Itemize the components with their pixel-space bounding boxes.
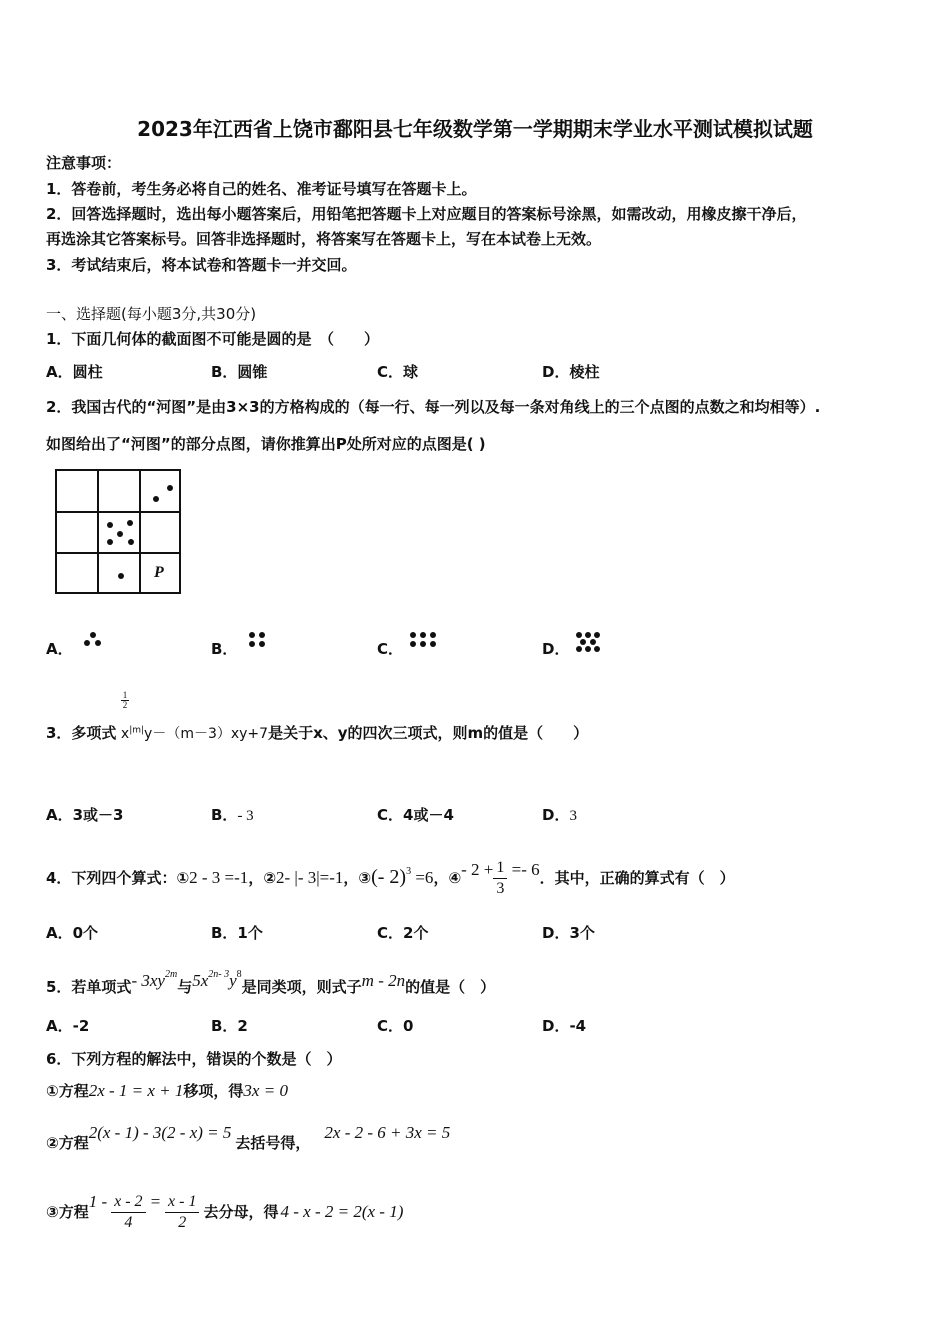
- q5-option-b: B．2: [211, 1017, 248, 1035]
- section-heading: 一、选择题(每小题3分,共30分): [46, 305, 257, 323]
- grid-dot: [153, 496, 159, 502]
- q3-fraction-exponent: 1 2: [122, 690, 128, 710]
- hetu-grid: [55, 469, 181, 594]
- p-label: P: [154, 564, 164, 581]
- q2-option-a: A．: [46, 640, 73, 658]
- q1-option-d: D．棱柱: [542, 363, 600, 381]
- grid-dot: [117, 531, 123, 537]
- dot-pattern-six: [410, 632, 438, 648]
- notice-item: 2．回答选择题时，选出每小题答案后，用铅笔把答题卡上对应题目的答案标号涂黑，如需改动，用橡皮擦干净后，: [46, 205, 807, 223]
- grid-dot: [107, 539, 113, 545]
- q4-option-c: C．2个: [377, 924, 429, 942]
- notice-heading: 注意事项：: [46, 154, 122, 172]
- q6-statement-2: ②方程2(x - 1) - 3(2 - x) = 5去括号得，2x - 2 - 6 + 3x = 5: [46, 1123, 451, 1152]
- question-6: 6．下列方程的解法中，错误的个数是（ ）: [46, 1050, 342, 1068]
- grid-dot: [167, 485, 173, 491]
- grid-dot: [118, 573, 124, 579]
- question-1: 1．下面几何体的截面图不可能是圆的是 （ ）: [46, 330, 379, 348]
- notice-item: 3．考试结束后，将本试卷和答题卡一并交回。: [46, 256, 357, 274]
- q2-option-d: D．: [542, 640, 570, 658]
- q6-statement-1: ①方程2x - 1 = x + 1移项，得3x = 0: [46, 1081, 288, 1100]
- q5-option-a: A．-2: [46, 1017, 90, 1035]
- q1-option-c: C．球: [377, 363, 419, 381]
- dot-pattern-three: [84, 632, 102, 648]
- q5-option-d: D．-4: [542, 1017, 587, 1035]
- q4-option-a: A．0个: [46, 924, 99, 942]
- page-title: 2023年江西省上饶市鄱阳县七年级数学第一学期期末学业水平测试模拟试题: [137, 117, 813, 141]
- q4-option-d: D．3个: [542, 924, 595, 942]
- q3-option-d: D．3: [542, 806, 577, 824]
- q3-option-b: B．- 3: [211, 806, 254, 824]
- grid-dot: [127, 520, 133, 526]
- q6-statement-3: ③方程1 - $\frac{x - 2}{4}$ = $\frac{x - 1}{2}$ 去分母，得 4 - x - 2 = 2(x - 1): [46, 1192, 404, 1231]
- q2-option-b: B．: [211, 640, 238, 658]
- question-5: 5．若单项式- $3xy^{2m}$与$5x^{2n- 3}y^8$是同类项，则式子m - 2n的值是（ ）: [46, 969, 496, 996]
- q3-option-a: A．3或－3: [46, 806, 124, 824]
- grid-dot: [128, 539, 134, 545]
- q5-option-c: C．0: [377, 1017, 414, 1035]
- question-2-line2: 如图给出了“河图”的部分点图，请你推算出P处所对应的点图是( ): [46, 435, 486, 453]
- q3-option-c: C．4或－4: [377, 806, 454, 824]
- question-4: 4．下列四个算式：①2 - 3 =-1，②2- |- 3|=-1，③(- 2)$^3$ =6，④- 2 + $\frac{1}{3}$ =- 6．其中，正确的算式有（ ）: [46, 859, 735, 897]
- q1-option-b: B．圆锥: [211, 363, 268, 381]
- dot-pattern-eight: [576, 632, 602, 656]
- grid-dot: [107, 522, 113, 528]
- q4-option-b: B．1个: [211, 924, 263, 942]
- q2-option-c: C．: [377, 640, 404, 658]
- question-3: 3．多项式 $x^{|m|}y-(m-3)xy+7$是关于x、y的四次三项式，则m的值是（ ）: [46, 724, 589, 742]
- notice-item: 1．答卷前，考生务必将自己的姓名、准考证号填写在答题卡上。: [46, 180, 477, 198]
- notice-item: 再选涂其它答案标号。回答非选择题时，将答案写在答题卡上，写在本试卷上无效。: [46, 230, 602, 248]
- dot-pattern-four: [249, 632, 267, 648]
- question-2-line1: 2．我国古代的“河图”是由3×3的方格构成的（每一行、每一列以及每一条对角线上的三个点图的点数之和均相等）.: [46, 398, 821, 416]
- q1-option-a: A．圆柱: [46, 363, 103, 381]
